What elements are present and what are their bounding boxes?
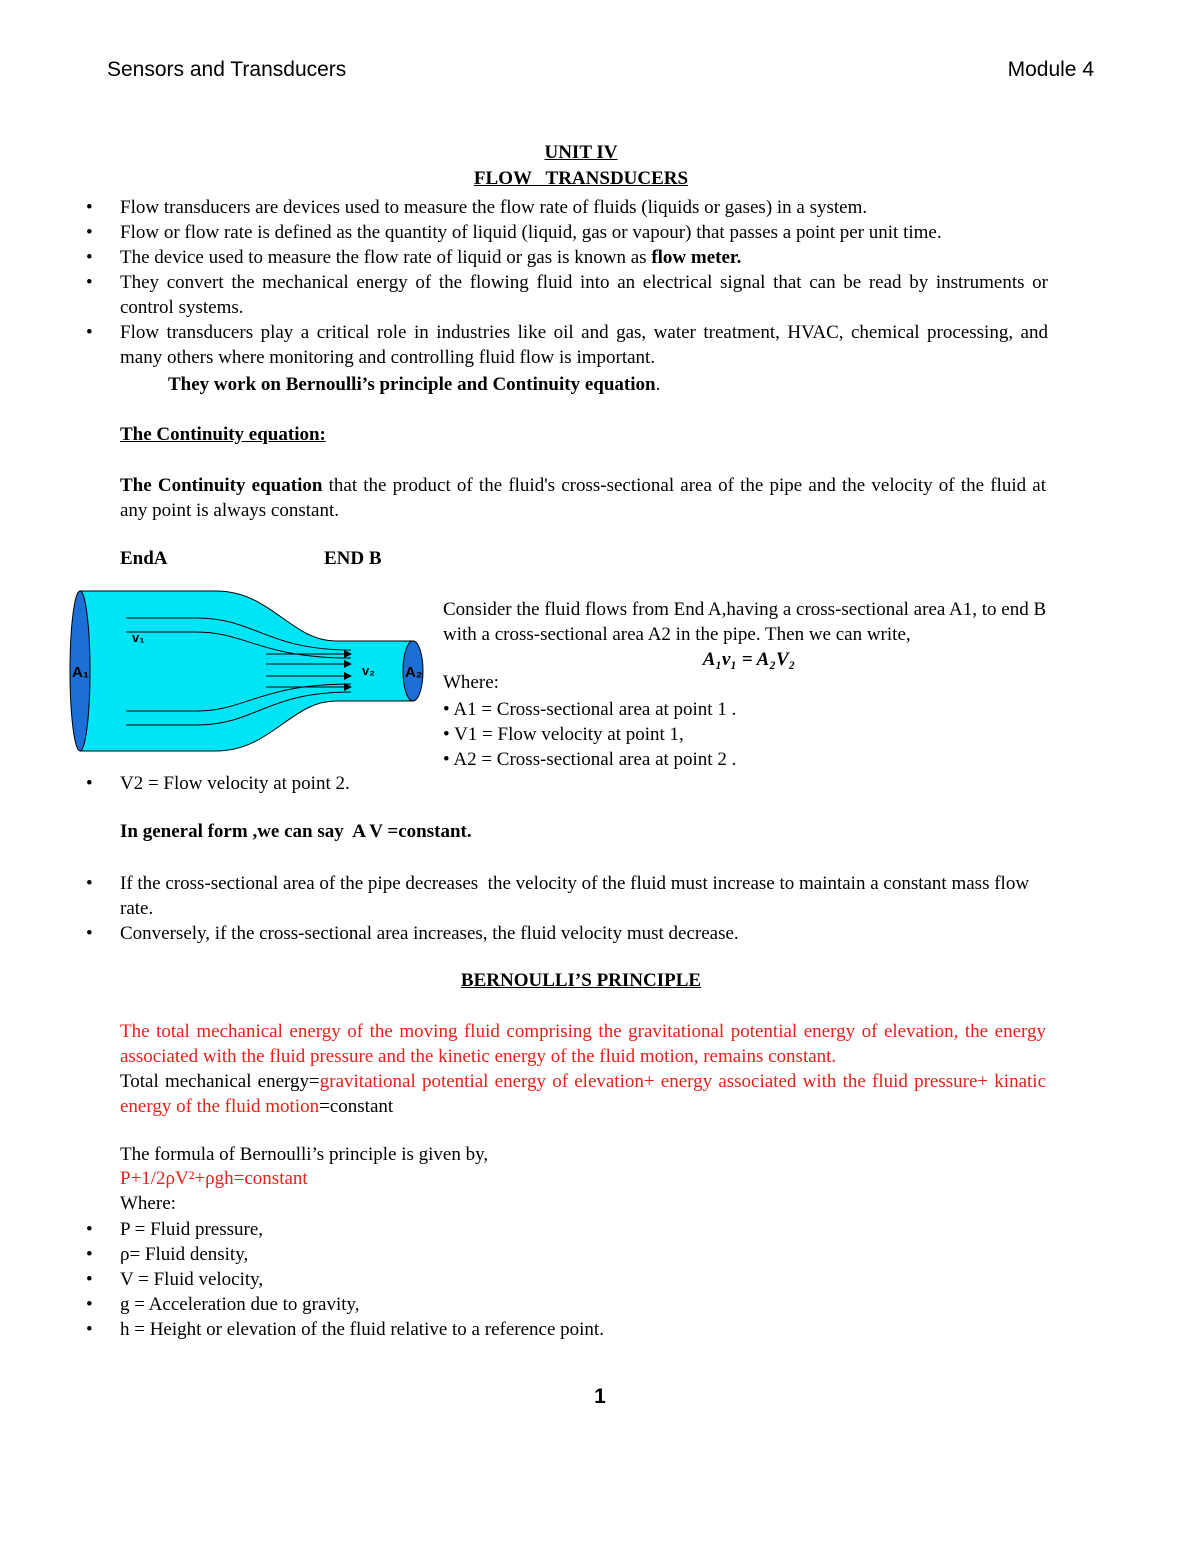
list-item-text: Conversely, if the cross-sectional area increases, the fluid velocity must decrease. — [120, 923, 739, 944]
total-energy-prefix: Total mechanical energy= — [120, 1071, 320, 1092]
continuity-term: The Continuity equation — [120, 475, 323, 496]
list-item — [86, 1292, 1048, 1317]
list-item — [86, 220, 1048, 245]
list-item — [86, 320, 1048, 370]
v2-label: v₂ — [362, 663, 376, 678]
list-item-text: A1 = Cross-sectional area at point 1 . — [453, 699, 737, 720]
list-item-text: The device used to measure the flow rate of liquid or gas is known as — [120, 247, 652, 268]
list-item-text: Flow transducers play a critical role in industries like oil and gas, water treatment, HVAC, chemical processing, and many others where monitoring and controlling fluid flow is important. — [120, 322, 1048, 368]
a1-label: A₁ — [72, 664, 90, 681]
total-energy-terms: gravitational potential energy of elevation+ energy associated with the fluid pressure+ kinatic energy of the fluid motion — [120, 1071, 1047, 1117]
list-item — [86, 245, 1048, 270]
list-item — [86, 270, 1048, 320]
list-item — [86, 921, 1048, 946]
pipe-diagram — [66, 588, 430, 754]
list-item-text: P = Fluid pressure, — [120, 1219, 264, 1240]
list-item — [86, 1242, 1048, 1267]
list-item — [86, 871, 1048, 921]
principle-line-tail: . — [655, 374, 661, 395]
list-item-text: V = Fluid velocity, — [120, 1269, 264, 1290]
list-item-text: They convert the mechanical energy of the flowing fluid into an electrical signal that can be read by instruments or control systems. — [120, 272, 1048, 318]
list-item-text: ρ= Fluid density, — [120, 1244, 249, 1265]
unit-heading: UNIT IV — [544, 142, 618, 163]
principle-line — [168, 374, 660, 396]
page-title: FLOW TRANSDUCERS — [473, 168, 689, 189]
list-item-text: A2 = Cross-sectional area at point 2 . — [453, 749, 737, 770]
list-item-text: h = Height or elevation of the fluid relative to a reference point. — [120, 1319, 604, 1340]
list-item-text: If the cross-sectional area of the pipe decreases the velocity of the fluid must increase to maintain a constant mass flow rate. — [120, 873, 1034, 919]
list-item — [86, 195, 1048, 220]
bernoulli-formula: P+1/2ρV²+ρgh=constant — [120, 1168, 308, 1189]
list-item-text: Flow or flow rate is defined as the quantity of liquid (liquid, gas or vapour) that passes a point per unit time. — [120, 222, 942, 243]
bernoulli-heading: BERNOULLI’S PRINCIPLE — [460, 970, 702, 991]
header-title: Sensors and Transducers — [107, 58, 347, 81]
flow-meter-term: flow meter. — [651, 247, 742, 268]
end-a-label: EndA — [120, 548, 168, 569]
total-energy-line — [120, 1069, 1046, 1119]
v2-term-list — [86, 771, 1048, 796]
general-form: In general form ,we can say A V =constant. — [120, 821, 472, 842]
list-item-text: V1 = Flow velocity at point 1, — [454, 724, 684, 745]
principle-line-bold: They work on Bernoulli’s principle and Continuity equation — [168, 374, 656, 395]
continuity-terms — [443, 697, 736, 772]
continuity-heading: The Continuity equation: — [120, 424, 326, 445]
continuity-formula: A₁v₁ = A₂V₂ — [702, 649, 796, 670]
v1-label: v₁ — [132, 630, 145, 645]
list-item — [86, 771, 1048, 796]
list-item: • V1 = Flow velocity at point 1, — [443, 724, 684, 745]
total-energy-suffix: =constant — [319, 1096, 394, 1117]
list-item: • A1 = Cross-sectional area at point 1 . — [443, 699, 737, 720]
header-module: Module 4 — [1007, 58, 1094, 81]
list-item: • A2 = Cross-sectional area at point 2 . — [443, 749, 737, 770]
intro-list — [86, 195, 1048, 370]
list-item-text: Flow transducers are devices used to measure the flow rate of fluids (liquids or gases) in a system. — [120, 197, 868, 218]
list-item-text: V2 = Flow velocity at point 2. — [120, 773, 350, 794]
list-item-text: g = Acceleration due to gravity, — [120, 1294, 360, 1315]
list-item — [86, 1217, 1048, 1242]
formula-intro: The formula of Bernoulli’s principle is given by, — [120, 1144, 489, 1165]
bernoulli-where-label: Where: — [120, 1193, 176, 1214]
list-item — [86, 1267, 1048, 1292]
continuity-definition — [120, 473, 1046, 523]
list-item — [86, 1317, 1048, 1342]
page-number: 1 — [594, 1385, 606, 1408]
bernoulli-statement: The total mechanical energy of the moving fluid comprising the gravitational potential energy of elevation, the energy associated with the fluid pressure and the kinetic energy of the fluid motion, remains constant. — [120, 1021, 1046, 1067]
consequence-list — [86, 871, 1048, 946]
a2-label: A₂ — [405, 664, 423, 681]
end-b-label: END B — [324, 548, 382, 569]
where-label: Where: — [443, 672, 499, 693]
bernoulli-terms — [86, 1217, 1048, 1342]
continuity-definition-text: that the product of the fluid's cross-sectional area of the pipe and the velocity of the fluid at any point is always constant. — [120, 475, 1047, 521]
continuity-explanation: Consider the fluid flows from End A,having a cross-sectional area A1, to end B with a cross-sectional area A2 in the pipe. Then we can write, — [443, 599, 1047, 645]
